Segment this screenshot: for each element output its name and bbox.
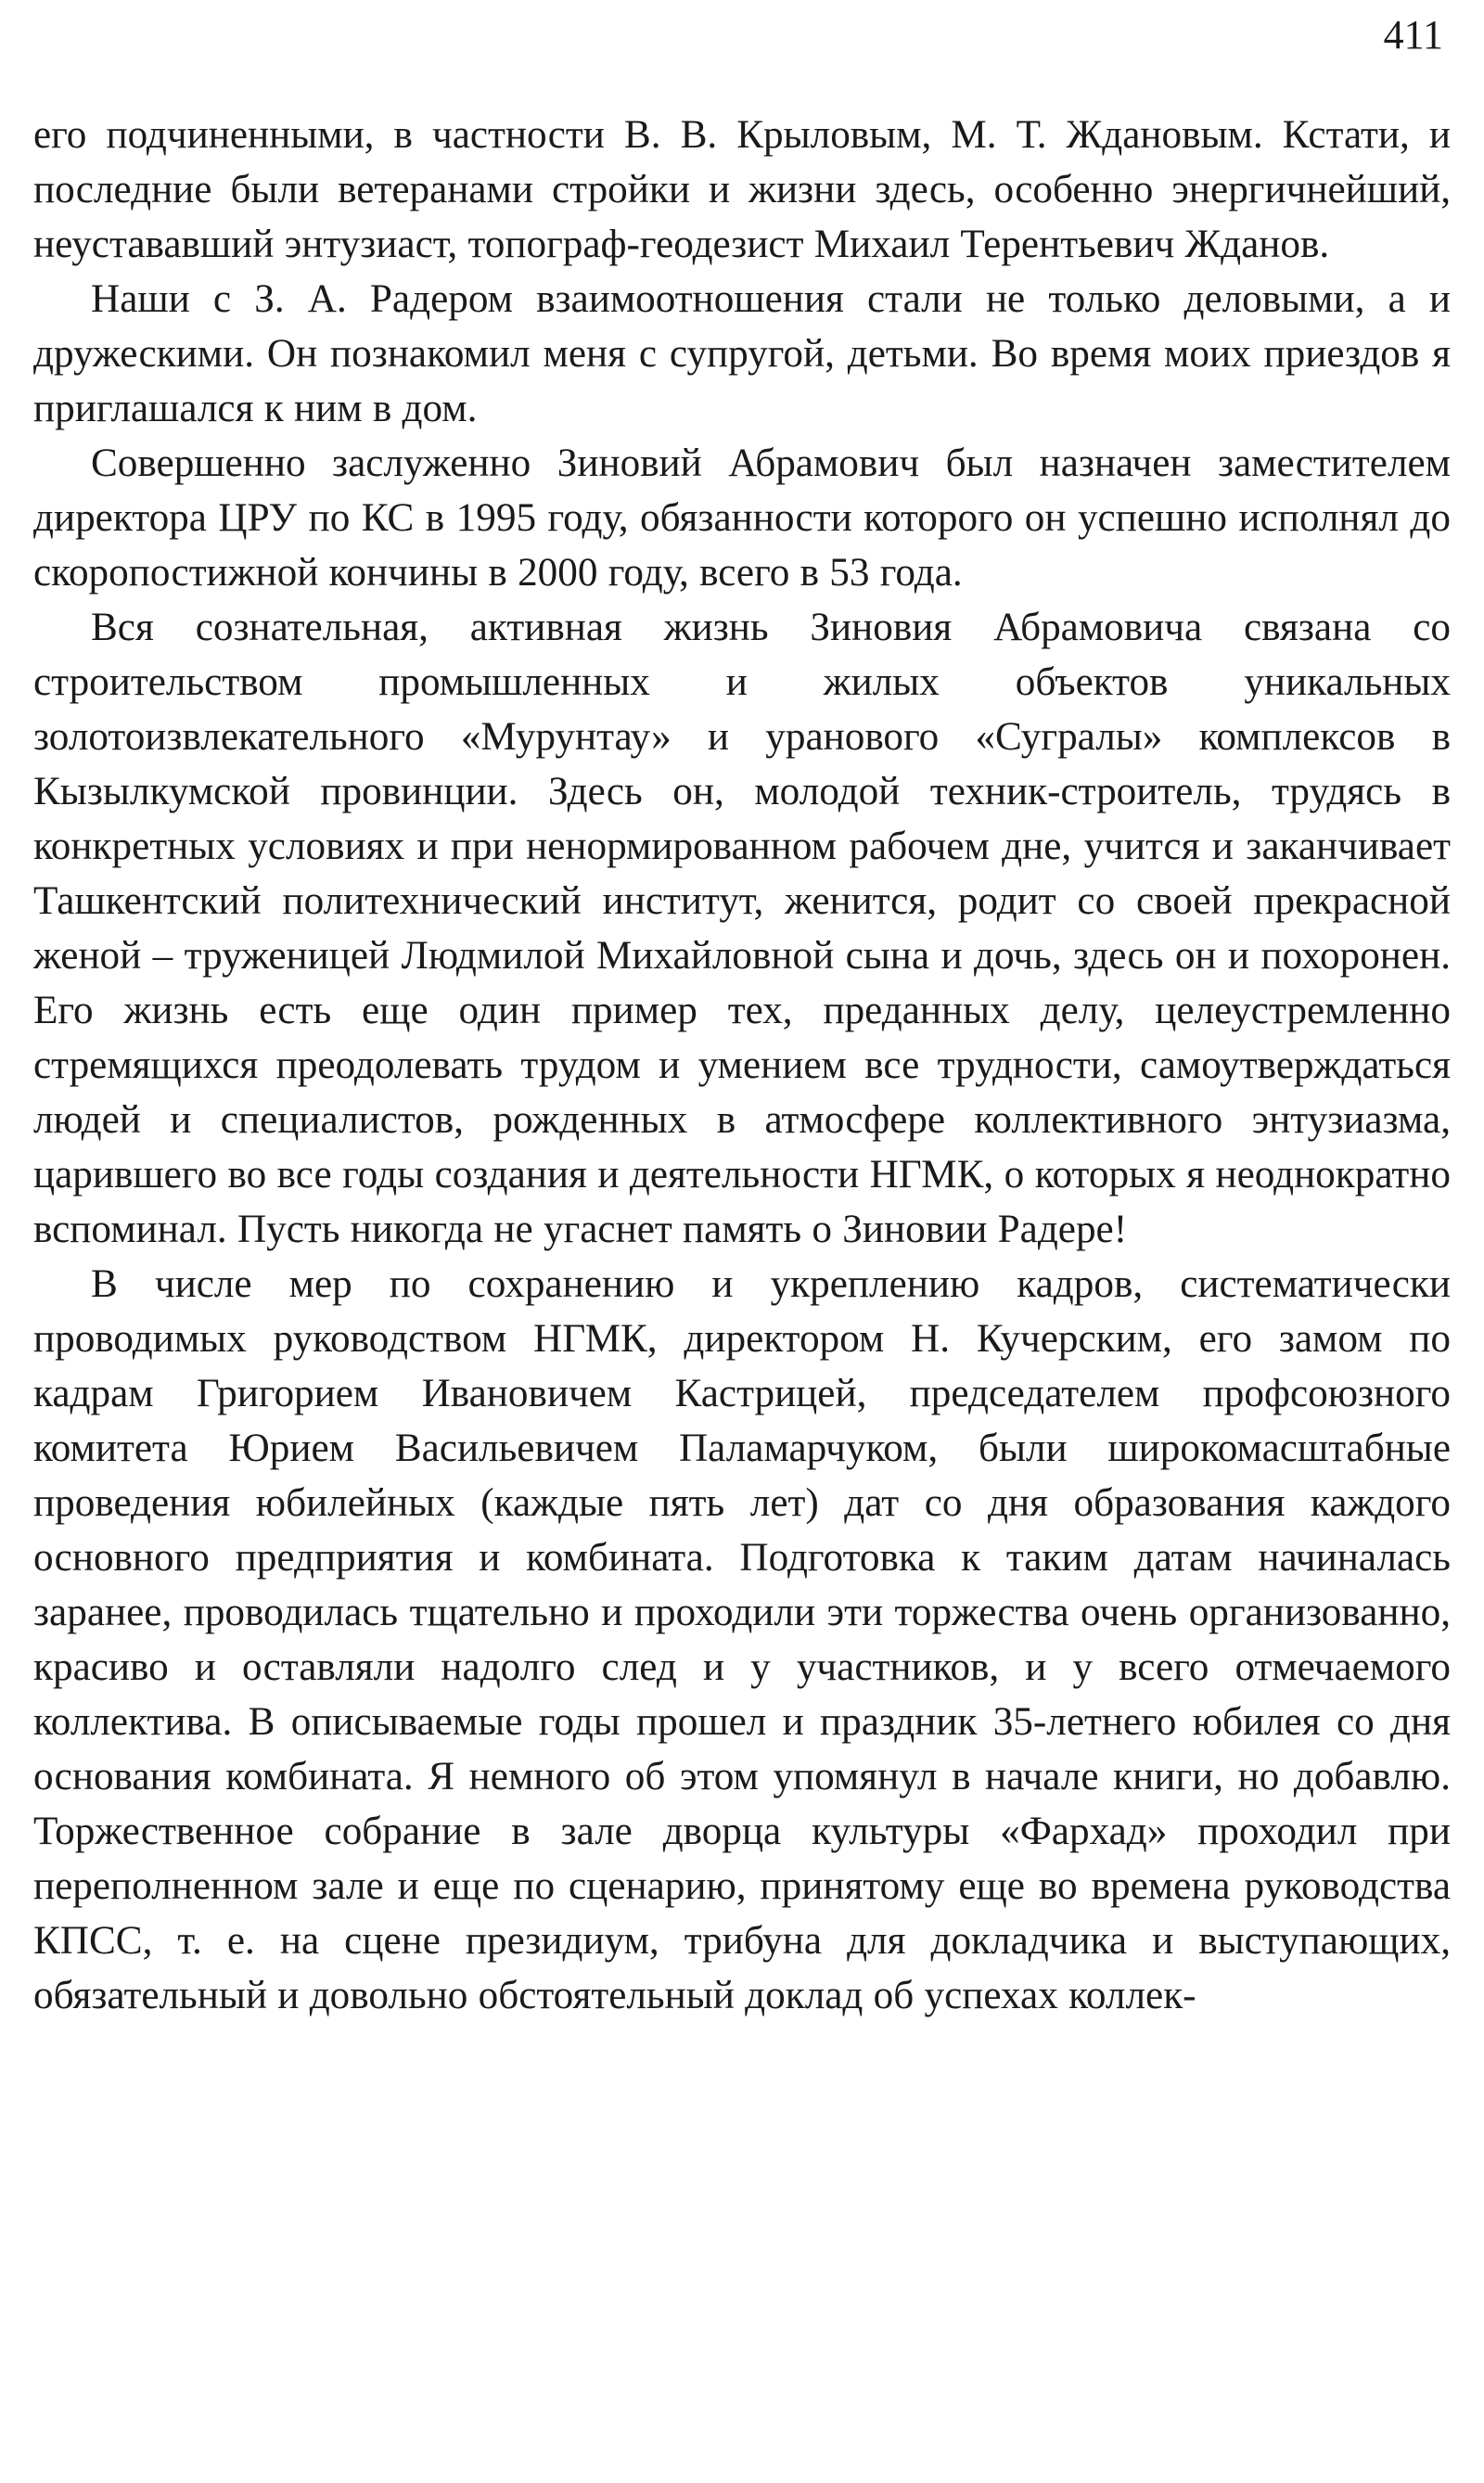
body-text [33,108,1451,2023]
paragraph-2: Наши с З. А. Радером взаимоотношения стали не только деловыми, а и дружескими. Он познакомил меня с супругой, детьми. Во время моих приездов я приглашался к ним в дом. [33,277,1451,430]
paragraph-3: Совершенно заслуженно Зиновий Абрамович был назначен заместителем директора ЦРУ по КС в 1995 году, обязанности которого он успешно исполнял до скоропостижной кончины в 2000 году, всего в 53 года. [33,442,1451,595]
page-number: 411 [1383,12,1443,58]
paragraph-1: его подчиненными, в частности В. В. Крыловым, М. Т. Ждановым. Кстати, и последние были ветеранами стройки и жизни здесь, особенно энергичнейший, неустававший энтузиаст, топограф-геодезист Михаил Терентьевич Жданов. [33,113,1451,266]
paragraph-5: В числе мер по сохранению и укреплению кадров, систематически проводимых руководством НГМК, директором Н. Кучерским, его замом по кадрам Григорием Ивановичем Кастрицей, председателем профсоюзного комитета Юрием Васильевичем Паламарчуком, были широкомасштабные проведения юбилейных (каждые пять лет) дат со дня образования каждого основного предприятия и комбината. Подготовка к таким датам начиналась заранее, проводилась тщательно и проходили эти торжества очень организованно, красиво и оставляли надолго след и у участников, и у всего отмечаемого коллектива. В описываемые годы прошел и праздник 35-летнего юбилея со дня основания комбината. Я немного об этом упомянул в начале книги, но добавлю. Торжественное собрание в зале дворца культуры «Фархад» проходил при переполненном зале и еще по сценарию, принятому еще во времена руководства КПСС, т. е. на сцене президиум, трибуна для докладчика и выступающих, обязательный и довольно обстоятельный доклад об успехах коллек- [33,1262,1451,2017]
paragraph-4: Вся сознательная, активная жизнь Зиновия Абрамовича связана со строительством промышленных и жилых объектов уникальных золотоизвлекательного «Мурунтау» и уранового «Сугралы» комплексов в Кызылкумской провинции. Здесь он, молодой техник-строитель, трудясь в конкретных условиях и при ненормированном рабочем дне, учится и заканчивает Ташкентский политехнический институт, женится, родит со своей прекрасной женой – труженицей Людмилой Михайловной сына и дочь, здесь он и похоронен. Его жизнь есть еще один пример тех, преданных делу, целеустремленно стремящихся преодолевать трудом и умением все трудности, самоутверждаться людей и специалистов, рожденных в атмосфере коллективного энтузиазма, царившего во все годы создания и деятельности НГМК, о которых я неоднократно вспоминал. Пусть никогда не угаснет память о Зиновии Радере! [33,606,1451,1251]
